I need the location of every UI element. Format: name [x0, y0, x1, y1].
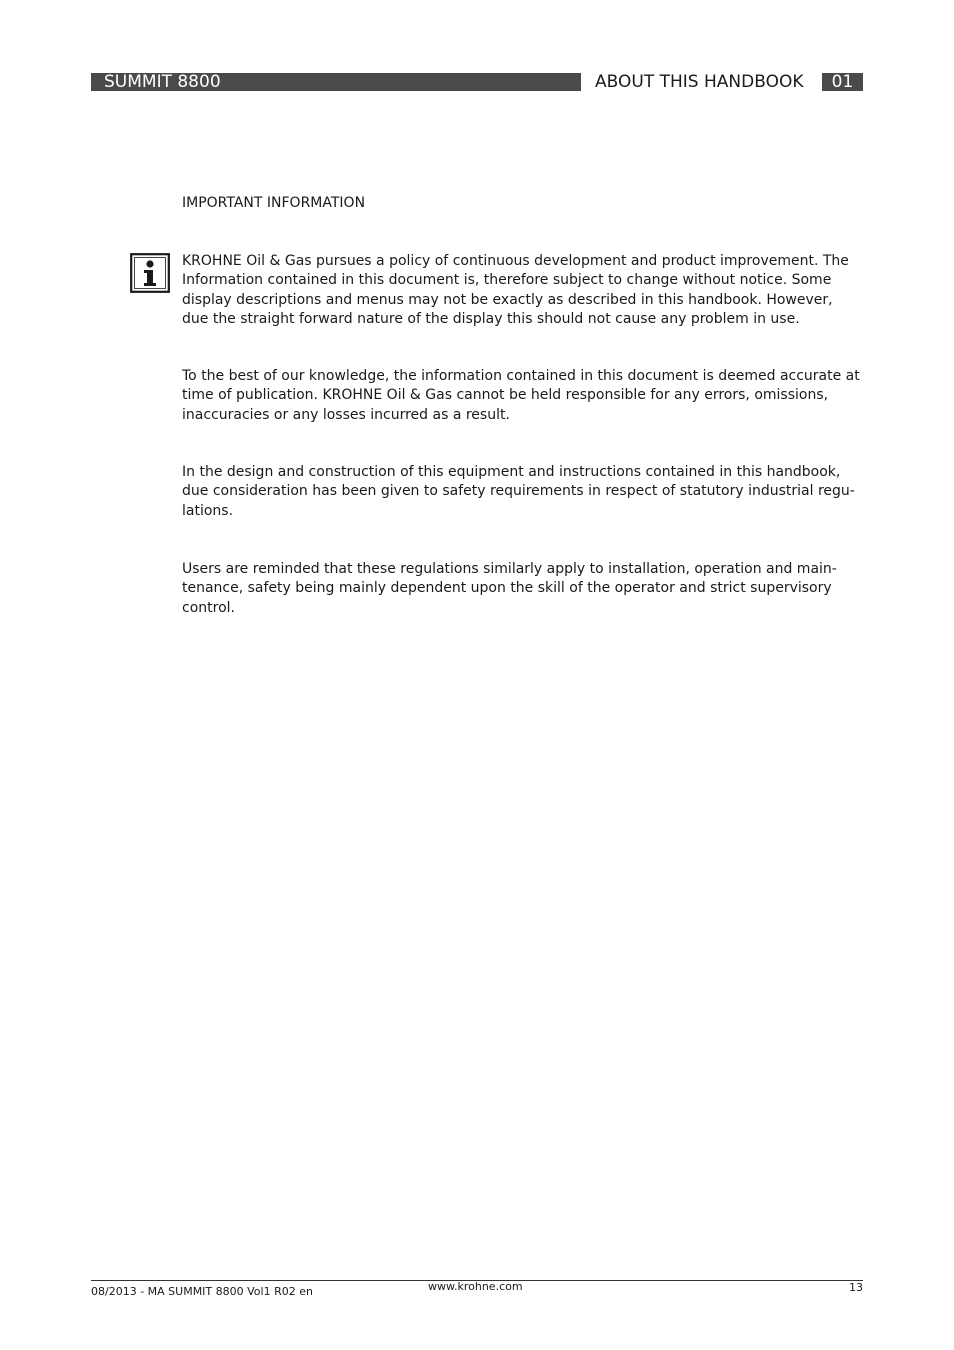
footer-document-reference: 08/2013 - MA SUMMIT 8800 Vol1 R02 en — [91, 1285, 313, 1298]
info-icon — [130, 253, 170, 293]
paragraph-regulations: Users are reminded that these regulations similarly apply to installation, operation and main-tenance, safety being mainly dependent upon the skill of the operator and strict supervisory control. — [182, 561, 837, 616]
header-product-name: SUMMIT 8800 — [104, 72, 221, 92]
footer-page-number: 13 — [849, 1281, 863, 1294]
footer-website: www.krohne.com — [428, 1280, 523, 1293]
header-chapter-number: 01 — [831, 72, 854, 92]
paragraph-accuracy: To the best of our knowledge, the information contained in this document is deemed accurate at time of publication. KROHNE Oil & Gas cannot be held responsible for any errors, omissions, inaccuracies or any losses incurred as a result. — [182, 368, 860, 423]
paragraph-safety-design: In the design and construction of this equipment and instructions contained in this handbook, due consideration has been given to safety requirements in respect of statutory industrial regu-lations. — [182, 464, 855, 519]
header-chapter-badge — [822, 73, 863, 91]
header-product-bar — [91, 73, 581, 91]
header-section-title: ABOUT THIS HANDBOOK — [595, 72, 804, 92]
important-information-heading: IMPORTANT INFORMATION — [182, 195, 366, 211]
paragraph-policy: KROHNE Oil & Gas pursues a policy of continuous development and product improvement. The Information contained in this document is, therefore subject to change without notice. Some display descriptions and menus may not be exactly as described in this handbook. However, due the straight forward nature of the display this should not cause any problem in use. — [182, 253, 849, 328]
